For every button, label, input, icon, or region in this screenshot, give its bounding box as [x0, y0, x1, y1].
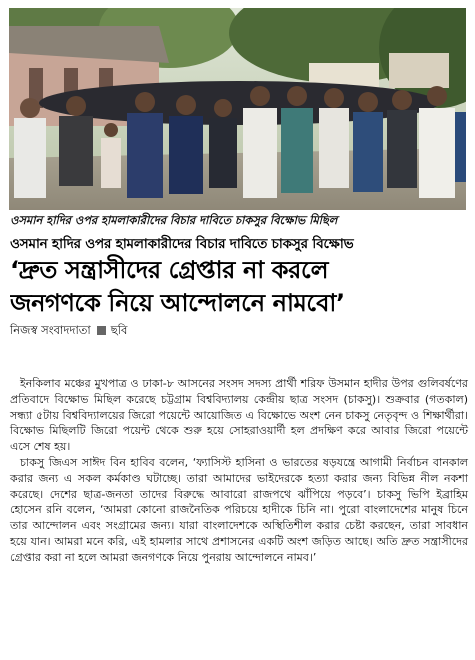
photo-procession-illustration — [9, 8, 466, 210]
article-paragraph-2: চাকসু জিএস সাঈদ বিন হাবিব বলেন, ‘ফ্যাসিস্ট হাসিনা ও ভারতের ষড়যন্ত্রে আগামী নির্বাচন বানকাল করার জন্য এ সকল কর্মকাণ্ড ঘটাচ্ছে। তারা আমাদের ভাইদেরকে হত্যা করার জন্য বিভিন্ন নীল নকশা করেছে। দেশের ছাত্র-জনতা তাদের বিরুদ্ধে আবারো রাজপথে ঝাঁপিয়ে পড়বে’। চাকসু ভিপি ইব্রাহিম হোসেন রনি বলেন, ‘আমরা কোনো রাজনৈতিক পরিচয়ে হাদীকে চিনি না। পুরো বাংলাদেশের মানুষ চিনে তার আন্দোলন এবং সংগ্রামের জন্য। যারা বাংলাদেশকে অস্থিতিশীল করার চেষ্টা করছেন, তারা সাবধান হয়ে যান। আমরা মনে করি, এই হামলার সাথে প্রশাসনের একটি অংশ জড়িত আছে। অতি দ্রুত সন্ত্রাসীদের গ্রেপ্তার করা না হলে আমরা জনগণকে নিয়ে পুনরায় আন্দোলনে নামব।’ — [10, 455, 468, 564]
news-photo — [9, 8, 466, 210]
article-headline — [10, 254, 470, 320]
byline-reporter: নিজস্ব সংবাদদাতা — [10, 323, 91, 337]
article-paragraph-1: ইনকিলাব মঞ্চের মুখপাত্র ও ঢাকা-৮ আসনের সংসদ সদস্য প্রার্থী শরিফ উসমান হাদীর উপর গুলিবর্ষণের প্রতিবাদে বিক্ষোভ মিছিল করেছে চট্টগ্রাম বিশ্ববিদ্যালয় কেন্দ্রীয় ছাত্র সংসদ (চাকসু)। শুক্রবার (গতকাল) সন্ধ্যা ৫টায় বিশ্ববিদ্যালয়ের জিরো পয়েন্টে আয়োজিত এ বিক্ষোভে অংশ নেন চাকসু নেতৃবৃন্দ ও শিক্ষার্থীরা। বিক্ষোভ মিছিলটি জিরো পয়েন্ট থেকে শুরু হয়ে সোহরাওয়ার্দী হল প্রদক্ষিণ করে আবার জিরো পয়েন্টে এসে শেষ হয়। — [10, 377, 468, 454]
headline-line-2: জনগণকে নিয়ে আন্দোলনে নামবো’ — [10, 289, 345, 317]
byline-photo-credit: ছবি — [110, 323, 128, 337]
headline-line-1: ‘দ্রুত সন্ত্রাসীদের গ্রেপ্তার না করলে — [10, 256, 329, 284]
photo-caption: ওসমান হাদির ওপর হামলাকারীদের বিচার দাবিতে চাকসুর বিক্ষোভ মিছিল — [10, 213, 338, 227]
article-kicker: ওসমান হাদির ওপর হামলাকারীদের বিচার দাবিতে চাকসুর বিক্ষোভ — [10, 236, 354, 252]
byline — [10, 322, 310, 341]
square-bullet-icon — [97, 326, 106, 335]
article-body — [10, 376, 468, 566]
